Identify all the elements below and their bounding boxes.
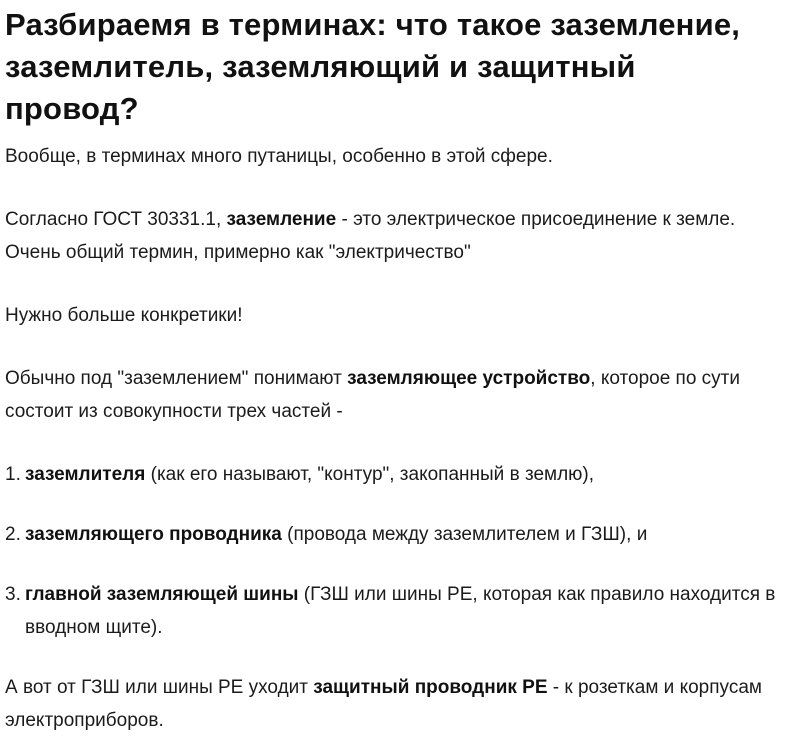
usual-text-before: Обычно под "заземлением" понимают: [5, 368, 348, 389]
list-item: [5, 458, 778, 491]
usual-paragraph: [5, 362, 778, 428]
intro-paragraph: Вообще, в терминах много путаницы, особенно в этой сфере.: [5, 146, 553, 167]
list-item-term: заземляющего проводника: [25, 524, 282, 545]
list-item-number: 1.: [5, 464, 21, 485]
list-item-number: 3.: [5, 584, 21, 605]
list-item-text: (как его называют, "контур", закопанный в землю),: [145, 464, 595, 485]
list-item: [5, 518, 778, 551]
final-term: защитный проводник PE: [313, 677, 548, 698]
final-text-before: А вот от ГЗШ или шины PE уходит: [5, 677, 314, 698]
gost-paragraph: [5, 203, 778, 269]
list-item-term: главной заземляющей шины: [25, 584, 299, 605]
list-item: [5, 578, 778, 644]
gost-text-before: Согласно ГОСТ 30331.1,: [5, 209, 227, 230]
list-item-number: 2.: [5, 524, 21, 545]
usual-term: заземляющее устройство: [347, 368, 591, 389]
more-specific-paragraph: Нужно больше конкретики!: [5, 305, 243, 326]
usual-text-after: , которое по сути состоит из совокупности трех частей -: [5, 368, 740, 422]
gost-term: заземление: [226, 209, 337, 230]
list-item-term: заземлителя: [25, 464, 146, 485]
final-paragraph: [5, 671, 778, 737]
list-item-text: (провода между заземлителем и ГЗШ), и: [281, 524, 648, 545]
parts-list: [5, 458, 778, 644]
gost-text-after: - это электрическое присоединение к земле. Очень общий термин, примерно как "электричество": [5, 209, 736, 263]
article-title: Разбираемя в терминах: что такое заземление, заземлитель, заземляющий и защитный провод?: [5, 7, 741, 126]
list-item-text: (ГЗШ или шины PE, которая как правило находится в вводном щите).: [25, 584, 776, 638]
final-text-after: - к розеткам и корпусам электроприборов.: [5, 677, 762, 731]
